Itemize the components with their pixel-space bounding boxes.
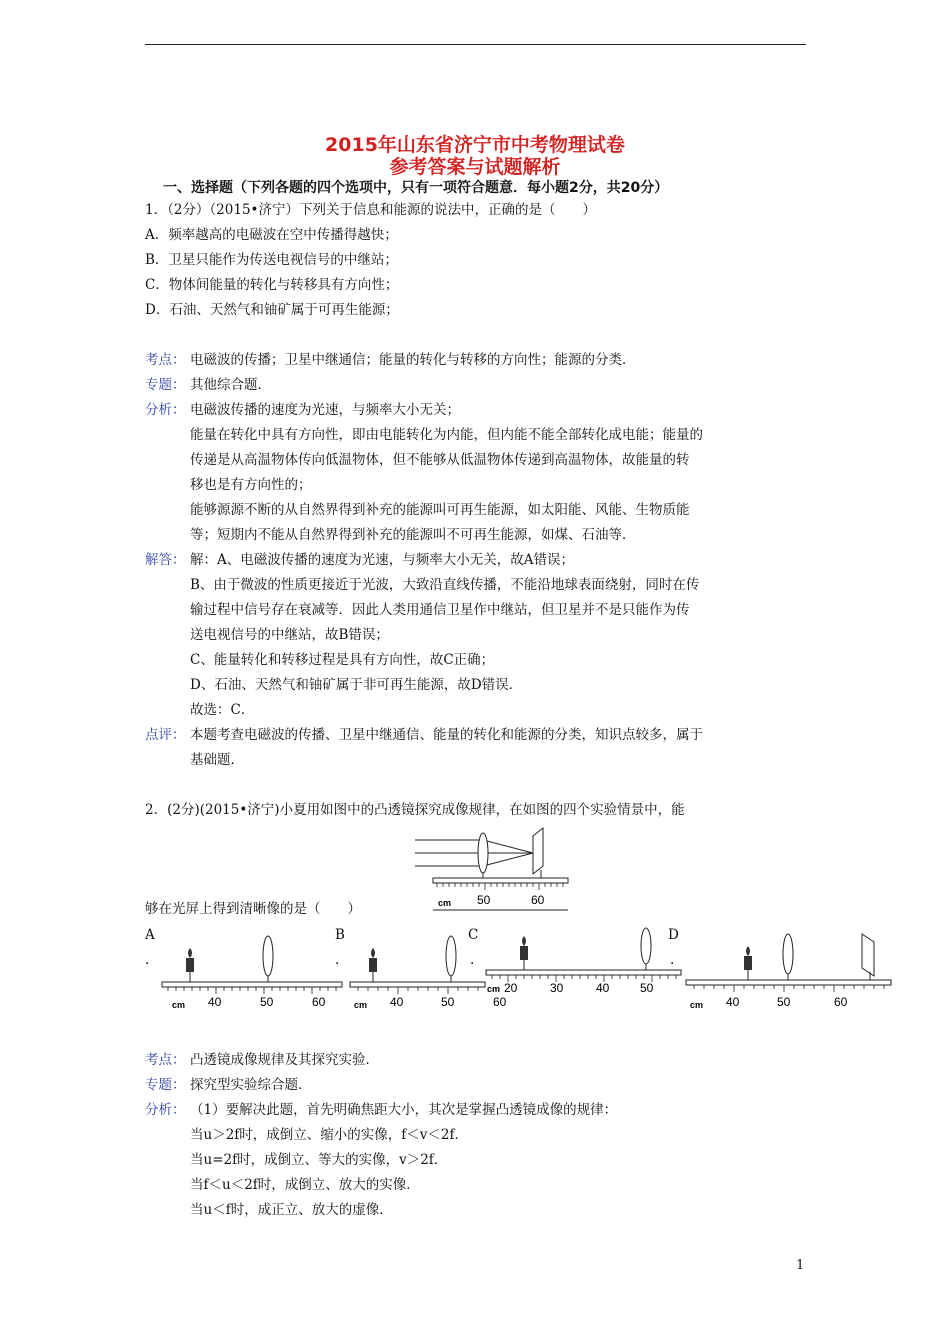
q1-dianping-label: 点评：	[145, 727, 186, 743]
q2-option-d-letter: D	[668, 927, 679, 943]
q1-fenxi-line: 能够源源不断的从自然界得到补充的能源叫可再生能源，如太阳能、风能、生物质能	[190, 502, 690, 518]
q2-fenxi-line: 当u＜f时，成正立、放大的虚像．	[190, 1202, 393, 1218]
q2-kaodian-text: 凸透镜成像规律及其探究实验．	[190, 1052, 379, 1068]
q2-option-b-figure	[348, 928, 507, 1012]
q1-kaodian-label: 考点：	[145, 352, 186, 368]
tick-label: 40	[726, 995, 740, 1009]
q1-jieda-line: C、能量转化和转移过程是具有方向性，故C正确；	[190, 652, 495, 668]
tick-label: 50	[640, 981, 654, 995]
q2-fenxi-line: 当u=2f时，成倒立、等大的实像，v＞2f．	[190, 1152, 448, 1168]
q2-fenxi-line: （1）要解决此题，首先明确焦距大小，其次是掌握凸透镜成像的规律：	[190, 1102, 618, 1118]
q1-jieda-line: 故选：C．	[190, 702, 255, 718]
tick-label: cm	[438, 898, 452, 908]
q1-option-c: C．物体间能量的转化与转移具有方向性；	[145, 277, 399, 293]
q2-fenxi-label: 分析：	[145, 1102, 186, 1118]
ruler	[162, 982, 342, 987]
convex-lens	[263, 936, 273, 976]
q2-option-a-dot: .	[145, 952, 150, 968]
tick-label: 40	[390, 995, 404, 1009]
candle	[520, 946, 528, 960]
q1-jieda-label: 解答：	[145, 552, 186, 568]
q2-option-b-letter: B	[335, 927, 345, 943]
q1-option-d: D．石油、天然气和铀矿属于可再生能源；	[145, 302, 399, 318]
tick-label: 60	[493, 995, 507, 1009]
q2-option-c-figure	[484, 928, 684, 1012]
light-screen	[533, 828, 543, 874]
tick-label: 30	[550, 981, 564, 995]
tick-label: 60	[531, 893, 545, 907]
q2-option-c-letter: C	[468, 927, 479, 943]
q1-fenxi-line: 能量在转化中具有方向性，即由电能转化为内能，但内能不能全部转化成电能；能量的	[190, 427, 703, 443]
q1-jieda-line: 送电视信号的中继站，故B错误；	[190, 627, 389, 643]
tick-label: 40	[208, 995, 222, 1009]
tick-label: 60	[834, 995, 848, 1009]
candle-flame	[746, 946, 750, 956]
light-rays	[415, 840, 533, 866]
q2-stem-line1: 2．(2分)(2015•济宁)小夏用如图中的凸透镜探究成像规律，在如图的四个实验情景中，能	[145, 802, 685, 818]
convex-lens	[478, 833, 488, 873]
page-subtitle: 参考答案与试题解析	[389, 156, 561, 178]
ruler	[686, 980, 891, 985]
q2-fenxi-line: 当f＜u＜2f时，成倒立、放大的实像．	[190, 1177, 420, 1193]
tick-label: cm	[487, 984, 501, 994]
tick-label: 50	[477, 893, 491, 907]
candle	[186, 958, 194, 972]
q2-option-c-dot: .	[470, 952, 475, 968]
q1-zhuanti-text: 其他综合题．	[190, 377, 271, 393]
q1-fenxi-line: 等；短期内不能从自然界得到补充的能源叫不可再生能源，如煤、石油等．	[190, 527, 636, 543]
q1-dianping-line: 本题考查电磁波的传播、卫星中继通信、能量的转化和能源的分类，知识点较多，属于	[190, 727, 703, 743]
candle-flame	[522, 936, 526, 946]
optical-bench-ruler	[433, 878, 568, 883]
tick-label: 50	[441, 995, 455, 1009]
q1-option-b: B．卫星只能作为传送电视信号的中继站；	[145, 252, 398, 268]
q2-zhuanti-text: 探究型实验综合题．	[190, 1077, 312, 1093]
page-title: 2015年山东省济宁市中考物理试卷	[325, 134, 625, 156]
light-screen	[862, 934, 874, 976]
q1-jieda-line: D、石油、天然气和铀矿属于非可再生能源，故D错误．	[190, 677, 523, 693]
page-number: 1	[796, 1258, 805, 1273]
convex-lens	[783, 934, 793, 974]
q1-dianping-line: 基础题．	[190, 752, 244, 768]
q2-zhuanti-label: 专题：	[145, 1077, 186, 1093]
convex-lens	[446, 936, 456, 976]
q2-option-a-letter: A	[145, 927, 155, 943]
q2-option-a-figure	[160, 928, 345, 1012]
q1-jieda-line: 解：A、电磁波传播的速度为光速，与频率大小无关，故A错误；	[190, 552, 574, 568]
q1-fenxi-line: 移也是有方向性的；	[190, 477, 312, 493]
q1-kaodian-text: 电磁波的传播；卫星中继通信；能量的转化与转移的方向性；能源的分类．	[190, 352, 636, 368]
tick-label: cm	[690, 1000, 704, 1010]
q2-fenxi-line: 当u＞2f时，成倒立、缩小的实像，f＜v＜2f．	[190, 1127, 468, 1143]
q1-fenxi-line: 传递是从高温物体传向低温物体，但不能够从低温物体传递到高温物体，故能量的转	[190, 452, 690, 468]
q1-stem: 1．（2分）（2015•济宁）下列关于信息和能源的说法中，正确的是（ ）	[145, 202, 596, 218]
section-heading: 一、选择题（下列各题的四个选项中，只有一项符合题意．每小题2分，共20分）	[163, 180, 669, 196]
convex-lens	[641, 928, 651, 964]
tick-label: 50	[777, 995, 791, 1009]
q2-option-d-figure	[684, 928, 894, 1012]
candle-flame	[188, 948, 192, 958]
tick-label: 60	[312, 995, 326, 1009]
q1-jieda-line: 输过程中信号存在衰减等．因此人类用通信卫星作中继站，但卫星并不是只能作为传	[190, 602, 690, 618]
tick-label: cm	[354, 1000, 368, 1010]
tick-label: cm	[172, 1000, 186, 1010]
candle	[744, 956, 752, 970]
q2-stem-line2: 够在光屏上得到清晰像的是（ ）	[145, 901, 361, 917]
q1-fenxi-line: 电磁波传播的速度为光速，与频率大小无关；	[190, 402, 460, 418]
candle-flame	[371, 948, 375, 958]
tick-label: 20	[504, 981, 518, 995]
q1-fenxi-label: 分析：	[145, 402, 186, 418]
tick-label: 40	[596, 981, 610, 995]
candle	[369, 958, 377, 972]
q1-zhuanti-label: 专题：	[145, 377, 186, 393]
q2-kaodian-label: 考点：	[145, 1052, 186, 1068]
q1-option-a: A．频率越高的电磁波在空中传播得越快；	[145, 227, 398, 243]
q1-jieda-line: B、由于微波的性质更接近于光波，大致沿直线传播，不能沿地球表面绕射，同时在传	[190, 577, 700, 593]
tick-label: 50	[260, 995, 274, 1009]
ruler	[350, 982, 485, 987]
q2-option-b-dot: .	[335, 952, 340, 968]
q2-option-d-dot: .	[670, 952, 675, 968]
header-rule	[145, 44, 806, 45]
ruler	[486, 970, 681, 975]
q2-main-figure	[413, 826, 573, 914]
